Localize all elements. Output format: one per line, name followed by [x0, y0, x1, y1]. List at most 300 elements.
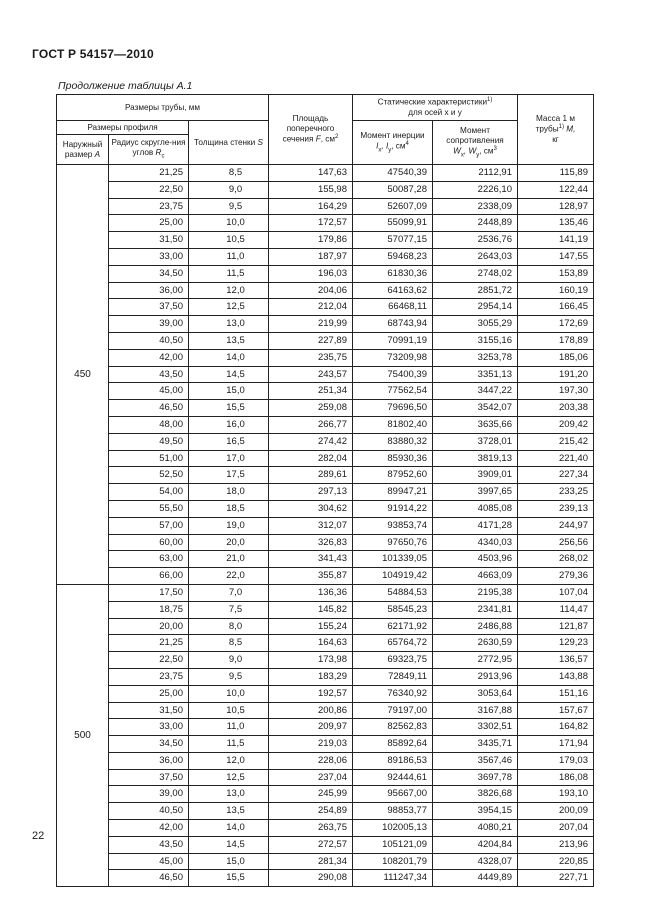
mass-cell: 256,56: [518, 534, 594, 551]
header-mass-sym: M,: [563, 124, 576, 134]
mass-cell: 200,09: [518, 803, 594, 820]
table-row: [57, 568, 594, 585]
inertia-cell: 89947,21: [353, 484, 433, 501]
mass-cell: 121,87: [518, 618, 594, 635]
table-row: [57, 349, 594, 366]
mass-cell: 171,94: [518, 736, 594, 753]
inertia-cell: 54884,53: [353, 584, 433, 601]
wall-thickness-cell: 10,0: [189, 215, 269, 232]
corner-radius-cell: 20,00: [109, 618, 189, 635]
corner-radius-cell: 39,00: [109, 786, 189, 803]
mass-cell: 141,19: [518, 232, 594, 249]
area-cell: 326,83: [269, 534, 353, 551]
area-cell: 200,86: [269, 702, 353, 719]
inertia-cell: 79696,50: [353, 400, 433, 417]
modulus-cell: 3728,01: [433, 433, 518, 450]
modulus-cell: 3155,16: [433, 332, 518, 349]
area-cell: 251,34: [269, 383, 353, 400]
mass-cell: 185,06: [518, 349, 594, 366]
mass-cell: 172,69: [518, 316, 594, 333]
inertia-cell: 66468,11: [353, 299, 433, 316]
inertia-cell: 97650,76: [353, 534, 433, 551]
header-modulus-unit-sup: 3: [493, 145, 497, 152]
mass-cell: 227,71: [518, 870, 594, 887]
table-row: [57, 181, 594, 198]
inertia-cell: 70991,19: [353, 332, 433, 349]
mass-cell: 129,23: [518, 635, 594, 652]
corner-radius-cell: 52,50: [109, 467, 189, 484]
modulus-cell: 4080,21: [433, 820, 518, 837]
inertia-cell: 57077,15: [353, 232, 433, 249]
inertia-cell: 83880,32: [353, 433, 433, 450]
inertia-cell: 64163,62: [353, 282, 433, 299]
wall-thickness-cell: 13,0: [189, 316, 269, 333]
mass-cell: 115,89: [518, 165, 594, 182]
area-cell: 281,34: [269, 853, 353, 870]
table-row: [57, 736, 594, 753]
outer-size-cell: 450: [57, 165, 109, 585]
header-wall: [189, 121, 269, 165]
modulus-cell: 2536,76: [433, 232, 518, 249]
mass-cell: 197,30: [518, 383, 594, 400]
table-row: [57, 366, 594, 383]
wall-thickness-cell: 13,5: [189, 332, 269, 349]
table-row: [57, 433, 594, 450]
mass-cell: 160,19: [518, 282, 594, 299]
table-row: [57, 282, 594, 299]
inertia-cell: 95667,00: [353, 786, 433, 803]
outer-size-cell: 500: [57, 584, 109, 886]
mass-cell: 233,25: [518, 484, 594, 501]
modulus-cell: 2630,59: [433, 635, 518, 652]
mass-cell: 128,97: [518, 198, 594, 215]
wall-thickness-cell: 15,5: [189, 870, 269, 887]
area-cell: 136,36: [269, 584, 353, 601]
area-cell: 297,13: [269, 484, 353, 501]
area-cell: 289,61: [269, 467, 353, 484]
inertia-cell: 72849,11: [353, 668, 433, 685]
table-row: [57, 584, 594, 601]
header-corner-radius: [109, 135, 189, 165]
modulus-cell: 3909,01: [433, 467, 518, 484]
corner-radius-cell: 40,50: [109, 803, 189, 820]
header-mass-sup: 1): [558, 124, 564, 131]
wall-thickness-cell: 14,0: [189, 349, 269, 366]
area-cell: 341,43: [269, 551, 353, 568]
mass-cell: 215,42: [518, 433, 594, 450]
corner-radius-cell: 37,50: [109, 299, 189, 316]
modulus-cell: 4340,03: [433, 534, 518, 551]
inertia-cell: 92444,61: [353, 769, 433, 786]
header-inertia-sym: I: [376, 141, 379, 151]
inertia-cell: 75400,39: [353, 366, 433, 383]
area-cell: 228,06: [269, 752, 353, 769]
modulus-cell: 2486,88: [433, 618, 518, 635]
area-cell: 254,89: [269, 803, 353, 820]
corner-radius-cell: 21,25: [109, 635, 189, 652]
table-row: [57, 299, 594, 316]
table-row: [57, 702, 594, 719]
corner-radius-cell: 34,50: [109, 736, 189, 753]
wall-thickness-cell: 7,0: [189, 584, 269, 601]
inertia-cell: 55099,91: [353, 215, 433, 232]
header-corner-radius-sub: c: [161, 153, 165, 160]
header-modulus-sub2: y: [476, 152, 480, 159]
header-static-sup: 1): [487, 97, 493, 104]
inertia-cell: 104919,42: [353, 568, 433, 585]
header-area-unit-sup: 2: [334, 134, 339, 141]
inertia-cell: 62171,92: [353, 618, 433, 635]
inertia-cell: 68743,94: [353, 316, 433, 333]
header-outer-size: [57, 135, 109, 165]
header-inertia-unit-sup: 4: [405, 140, 409, 147]
mass-cell: 220,85: [518, 853, 594, 870]
modulus-cell: 3447,22: [433, 383, 518, 400]
table-row: [57, 265, 594, 282]
header-area: [269, 95, 353, 165]
modulus-cell: 3819,13: [433, 450, 518, 467]
header-modulus-sym: W: [453, 146, 461, 156]
corner-radius-cell: 22,50: [109, 181, 189, 198]
table-row: [57, 383, 594, 400]
header-inertia-sub2: y: [388, 147, 392, 154]
wall-thickness-cell: 10,5: [189, 232, 269, 249]
inertia-cell: 93853,74: [353, 517, 433, 534]
table-row: [57, 450, 594, 467]
mass-cell: 279,36: [518, 568, 594, 585]
mass-cell: 114,47: [518, 601, 594, 618]
modulus-cell: 2226,10: [433, 181, 518, 198]
wall-thickness-cell: 9,0: [189, 181, 269, 198]
modulus-cell: 4171,28: [433, 517, 518, 534]
area-cell: 209,97: [269, 719, 353, 736]
area-cell: 243,57: [269, 366, 353, 383]
wall-thickness-cell: 18,5: [189, 500, 269, 517]
modulus-cell: 2195,38: [433, 584, 518, 601]
wall-thickness-cell: 15,0: [189, 853, 269, 870]
wall-thickness-cell: 12,0: [189, 282, 269, 299]
area-cell: 147,63: [269, 165, 353, 182]
wall-thickness-cell: 19,0: [189, 517, 269, 534]
table-row: [57, 601, 594, 618]
modulus-cell: 3635,66: [433, 416, 518, 433]
header-static-axes: для осей x и y: [408, 107, 462, 117]
inertia-cell: 47540,39: [353, 165, 433, 182]
document-title: ГОСТ Р 54157—2010: [32, 47, 154, 61]
modulus-cell: 4663,09: [433, 568, 518, 585]
wall-thickness-cell: 9,0: [189, 652, 269, 669]
header-static-text: Статические характеристики: [377, 97, 488, 107]
header-area-text: Площадь поперечного сечения: [282, 114, 335, 144]
wall-thickness-cell: 22,0: [189, 568, 269, 585]
mass-cell: 136,57: [518, 652, 594, 669]
area-cell: 227,89: [269, 332, 353, 349]
table-caption: Продолжение таблицы А.1: [58, 80, 193, 92]
table-row: [57, 853, 594, 870]
area-cell: 272,57: [269, 836, 353, 853]
header-inertia-sym2: , I: [381, 141, 389, 151]
area-cell: 219,03: [269, 736, 353, 753]
mass-cell: 244,97: [518, 517, 594, 534]
wall-thickness-cell: 16,5: [189, 433, 269, 450]
mass-cell: 166,45: [518, 299, 594, 316]
modulus-cell: 2913,96: [433, 668, 518, 685]
corner-radius-cell: 25,00: [109, 685, 189, 702]
table-row: [57, 685, 594, 702]
inertia-cell: 58545,23: [353, 601, 433, 618]
modulus-cell: 3542,07: [433, 400, 518, 417]
corner-radius-cell: 43,50: [109, 836, 189, 853]
table-row: [57, 467, 594, 484]
mass-cell: 227,34: [518, 467, 594, 484]
corner-radius-cell: 46,50: [109, 400, 189, 417]
modulus-cell: 3351,13: [433, 366, 518, 383]
mass-cell: 203,38: [518, 400, 594, 417]
wall-thickness-cell: 10,5: [189, 702, 269, 719]
inertia-cell: 81802,40: [353, 416, 433, 433]
header-inertia-text: Момент инерции: [360, 130, 425, 140]
table-row: [57, 198, 594, 215]
table-row: [57, 400, 594, 417]
modulus-cell: 3055,29: [433, 316, 518, 333]
wall-thickness-cell: 11,5: [189, 736, 269, 753]
modulus-cell: 2643,03: [433, 248, 518, 265]
modulus-cell: 3567,46: [433, 752, 518, 769]
wall-thickness-cell: 11,0: [189, 248, 269, 265]
table-row: [57, 652, 594, 669]
inertia-cell: 77562,54: [353, 383, 433, 400]
table-row: [57, 752, 594, 769]
area-cell: 164,29: [269, 198, 353, 215]
area-cell: 196,03: [269, 265, 353, 282]
header-mass-line2: трубы: [535, 124, 559, 134]
area-cell: 304,62: [269, 500, 353, 517]
wall-thickness-cell: 11,0: [189, 719, 269, 736]
mass-cell: 135,46: [518, 215, 594, 232]
table-row: [57, 769, 594, 786]
page-number: 22: [32, 830, 45, 842]
inertia-cell: 101339,05: [353, 551, 433, 568]
header-inertia: [353, 121, 433, 165]
inertia-cell: 91914,22: [353, 500, 433, 517]
header-area-unit: , см: [320, 134, 335, 144]
header-area-sym: F: [315, 134, 321, 144]
table-row: [57, 316, 594, 333]
table-row: [57, 635, 594, 652]
mass-cell: 186,08: [518, 769, 594, 786]
header-mass-line1: Масса 1 м: [536, 114, 575, 124]
modulus-cell: 4085,08: [433, 500, 518, 517]
area-cell: 355,87: [269, 568, 353, 585]
modulus-cell: 4204,84: [433, 836, 518, 853]
table-row: [57, 500, 594, 517]
wall-thickness-cell: 13,5: [189, 803, 269, 820]
inertia-cell: 85892,64: [353, 736, 433, 753]
header-modulus-sym2: , W: [463, 146, 477, 156]
corner-radius-cell: 31,50: [109, 232, 189, 249]
wall-thickness-cell: 9,5: [189, 198, 269, 215]
modulus-cell: 3997,65: [433, 484, 518, 501]
header-outer-size-sym: A: [94, 149, 101, 159]
modulus-cell: 2954,14: [433, 299, 518, 316]
wall-thickness-cell: 15,5: [189, 400, 269, 417]
table-row: [57, 215, 594, 232]
inertia-cell: 98853,77: [353, 803, 433, 820]
corner-radius-cell: 48,00: [109, 416, 189, 433]
header-modulus-sub1: x: [460, 152, 464, 159]
mass-cell: 143,88: [518, 668, 594, 685]
wall-thickness-cell: 18,0: [189, 484, 269, 501]
mass-cell: 268,02: [518, 551, 594, 568]
wall-thickness-cell: 17,5: [189, 467, 269, 484]
area-cell: 173,98: [269, 652, 353, 669]
corner-radius-cell: 34,50: [109, 265, 189, 282]
corner-radius-cell: 42,00: [109, 820, 189, 837]
mass-cell: 209,42: [518, 416, 594, 433]
modulus-cell: 4449,89: [433, 870, 518, 887]
area-cell: 235,75: [269, 349, 353, 366]
inertia-cell: 69323,75: [353, 652, 433, 669]
header-mass: [518, 95, 594, 165]
area-cell: 212,04: [269, 299, 353, 316]
wall-thickness-cell: 20,0: [189, 534, 269, 551]
header-modulus-text: Момент сопротивления: [446, 125, 504, 145]
corner-radius-cell: 36,00: [109, 282, 189, 299]
inertia-cell: 52607,09: [353, 198, 433, 215]
modulus-cell: 2448,89: [433, 215, 518, 232]
mass-cell: 179,03: [518, 752, 594, 769]
corner-radius-cell: 36,00: [109, 752, 189, 769]
area-cell: 155,24: [269, 618, 353, 635]
corner-radius-cell: 57,00: [109, 517, 189, 534]
table-row: [57, 836, 594, 853]
table-row: [57, 248, 594, 265]
header-profile-dims: Размеры профиля: [57, 121, 189, 135]
corner-radius-cell: 17,50: [109, 584, 189, 601]
corner-radius-cell: 63,00: [109, 551, 189, 568]
area-cell: 192,57: [269, 685, 353, 702]
header-modulus-unit: , см: [479, 146, 494, 156]
inertia-cell: 79197,00: [353, 702, 433, 719]
inertia-cell: 87952,60: [353, 467, 433, 484]
area-cell: 155,98: [269, 181, 353, 198]
modulus-cell: 3053,64: [433, 685, 518, 702]
header-corner-radius-text: Радиус скругле-ния углов: [111, 138, 186, 158]
table-row: [57, 232, 594, 249]
modulus-cell: 3954,15: [433, 803, 518, 820]
wall-thickness-cell: 21,0: [189, 551, 269, 568]
header-inertia-sub1: x: [378, 147, 382, 154]
modulus-cell: 3302,51: [433, 719, 518, 736]
table-body: [57, 165, 594, 887]
area-cell: 237,04: [269, 769, 353, 786]
wall-thickness-cell: 10,0: [189, 685, 269, 702]
area-cell: 164,63: [269, 635, 353, 652]
table-row: [57, 668, 594, 685]
wall-thickness-cell: 12,5: [189, 299, 269, 316]
inertia-cell: 102005,13: [353, 820, 433, 837]
corner-radius-cell: 43,50: [109, 366, 189, 383]
wall-thickness-cell: 12,5: [189, 769, 269, 786]
area-cell: 179,86: [269, 232, 353, 249]
mass-cell: 122,44: [518, 181, 594, 198]
wall-thickness-cell: 12,0: [189, 752, 269, 769]
table-row: [57, 517, 594, 534]
table-row: [57, 332, 594, 349]
header-inertia-unit: , см: [391, 141, 406, 151]
modulus-cell: 3435,71: [433, 736, 518, 753]
wall-thickness-cell: 9,5: [189, 668, 269, 685]
modulus-cell: 2748,02: [433, 265, 518, 282]
mass-cell: 107,04: [518, 584, 594, 601]
header-pipe-dims: Размеры трубы, мм: [57, 95, 269, 121]
wall-thickness-cell: 8,5: [189, 165, 269, 182]
mass-cell: 239,13: [518, 500, 594, 517]
wall-thickness-cell: 11,5: [189, 265, 269, 282]
corner-radius-cell: 45,00: [109, 853, 189, 870]
corner-radius-cell: 37,50: [109, 769, 189, 786]
inertia-cell: 82562,83: [353, 719, 433, 736]
corner-radius-cell: 51,00: [109, 450, 189, 467]
mass-cell: 164,82: [518, 719, 594, 736]
mass-cell: 178,89: [518, 332, 594, 349]
modulus-cell: 4328,07: [433, 853, 518, 870]
mass-cell: 151,16: [518, 685, 594, 702]
corner-radius-cell: 42,00: [109, 349, 189, 366]
inertia-cell: 105121,09: [353, 836, 433, 853]
mass-cell: 193,10: [518, 786, 594, 803]
area-cell: 204,06: [269, 282, 353, 299]
inertia-cell: 50087,28: [353, 181, 433, 198]
table-row: [57, 820, 594, 837]
modulus-cell: 3167,88: [433, 702, 518, 719]
header-corner-radius-sym: R: [155, 148, 162, 158]
modulus-cell: 3253,78: [433, 349, 518, 366]
modulus-cell: 3826,68: [433, 786, 518, 803]
corner-radius-cell: 33,00: [109, 248, 189, 265]
table-row: [57, 484, 594, 501]
area-cell: 183,29: [269, 668, 353, 685]
header-static: [353, 95, 518, 121]
corner-radius-cell: 66,00: [109, 568, 189, 585]
mass-cell: 157,67: [518, 702, 594, 719]
wall-thickness-cell: 15,0: [189, 383, 269, 400]
corner-radius-cell: 23,75: [109, 198, 189, 215]
corner-radius-cell: 39,00: [109, 316, 189, 333]
inertia-cell: 61830,36: [353, 265, 433, 282]
corner-radius-cell: 60,00: [109, 534, 189, 551]
corner-radius-cell: 33,00: [109, 719, 189, 736]
area-cell: 263,75: [269, 820, 353, 837]
area-cell: 282,04: [269, 450, 353, 467]
area-cell: 266,77: [269, 416, 353, 433]
modulus-cell: 3697,78: [433, 769, 518, 786]
wall-thickness-cell: 7,5: [189, 601, 269, 618]
area-cell: 245,99: [269, 786, 353, 803]
area-cell: 274,42: [269, 433, 353, 450]
table-row: [57, 618, 594, 635]
inertia-cell: 59468,23: [353, 248, 433, 265]
wall-thickness-cell: 13,0: [189, 786, 269, 803]
corner-radius-cell: 22,50: [109, 652, 189, 669]
wall-thickness-cell: 17,0: [189, 450, 269, 467]
corner-radius-cell: 23,75: [109, 668, 189, 685]
header-mass-unit: кг: [552, 134, 559, 144]
modulus-cell: 2341,81: [433, 601, 518, 618]
table-row: [57, 165, 594, 182]
wall-thickness-cell: 16,0: [189, 416, 269, 433]
corner-radius-cell: 18,75: [109, 601, 189, 618]
